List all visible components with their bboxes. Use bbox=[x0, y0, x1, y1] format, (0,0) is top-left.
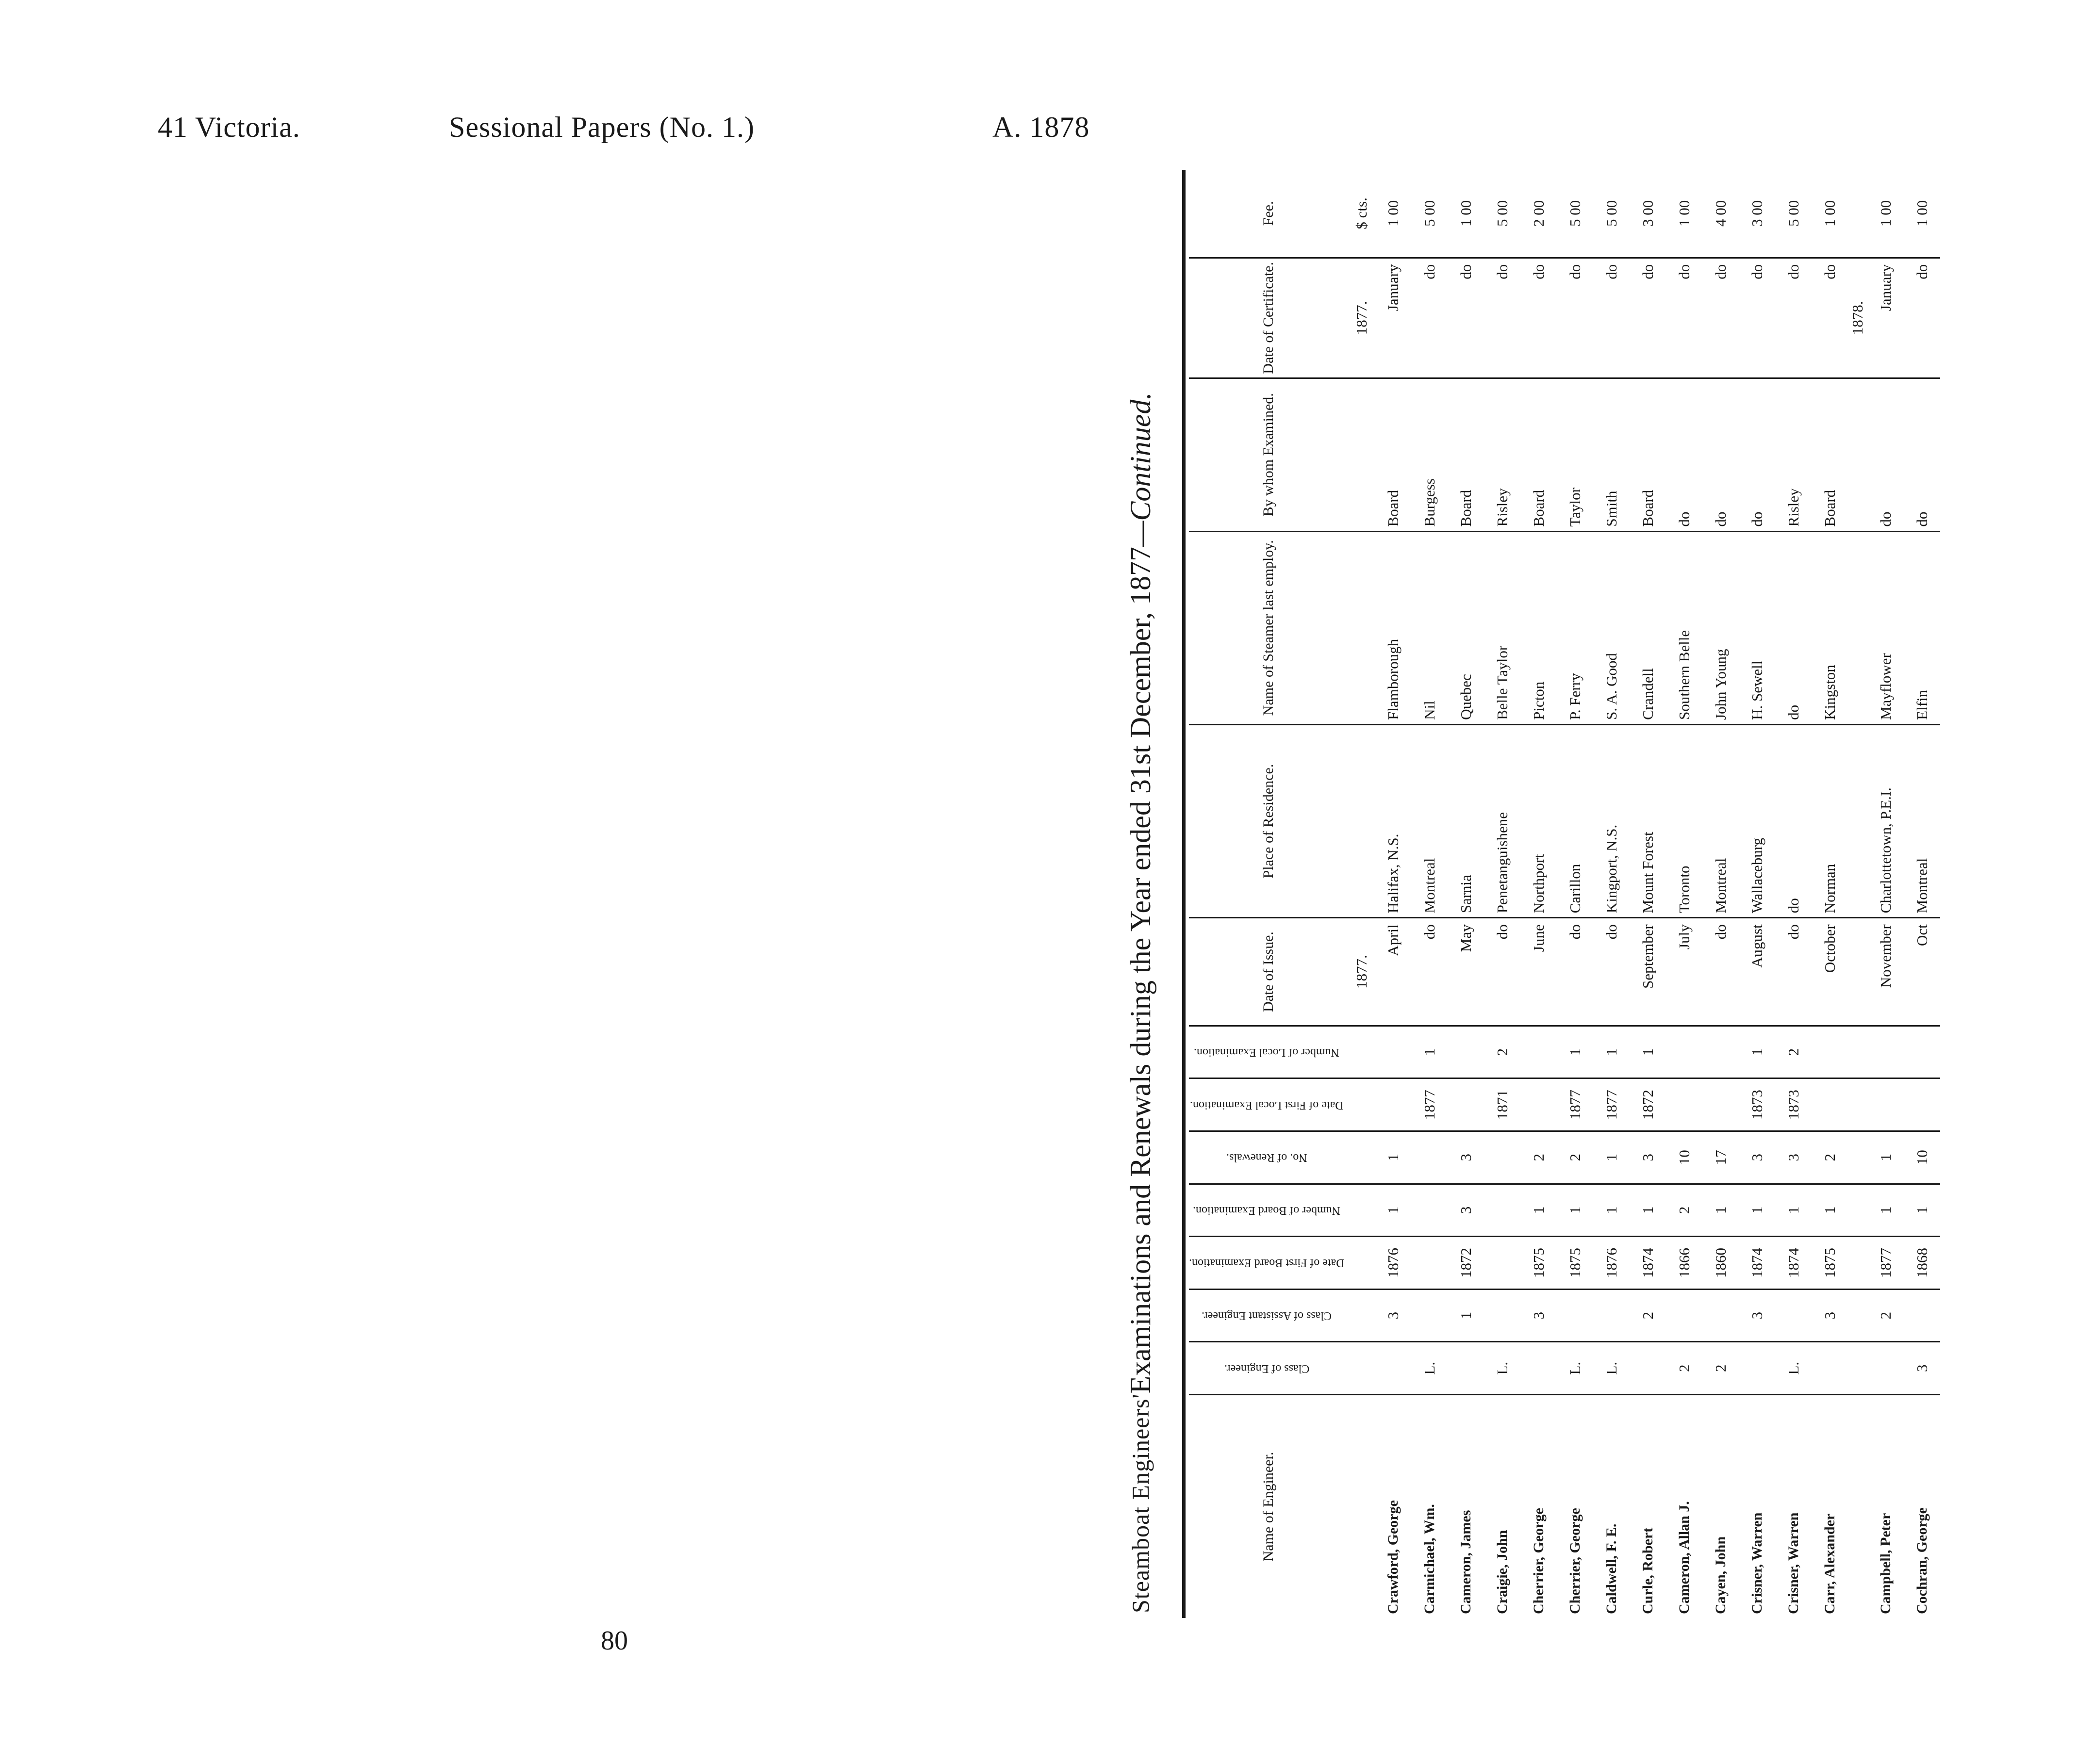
cell-asst: 2 bbox=[1630, 1289, 1666, 1342]
table-row bbox=[1867, 170, 1904, 1618]
cell-asst bbox=[1557, 1289, 1593, 1342]
col-cert-date: Date of Certificate. bbox=[1189, 258, 1348, 378]
col-residence: Place of Residence. bbox=[1189, 724, 1348, 917]
col-examiner: By whom Examined. bbox=[1189, 378, 1348, 532]
cell-steamer: Southern Belle bbox=[1666, 531, 1702, 724]
cell-issue: Oct bbox=[1904, 918, 1940, 1026]
table-row bbox=[1739, 170, 1775, 1618]
cell-ren: 2 bbox=[1812, 1131, 1848, 1184]
cell-fb: 1874 bbox=[1739, 1237, 1775, 1290]
cell-cls: L. bbox=[1593, 1342, 1630, 1395]
cell-place: Sarnia bbox=[1448, 724, 1484, 917]
cell-steamer: S. A. Good bbox=[1593, 531, 1630, 724]
header-session: 41 Victoria. bbox=[158, 111, 300, 143]
col-first-local: Date of First Local Examination. bbox=[1189, 1078, 1348, 1131]
cell-nl bbox=[1666, 1026, 1702, 1078]
cell-by: Risley bbox=[1775, 378, 1812, 532]
cell-cls: L. bbox=[1484, 1342, 1520, 1395]
cell-cert: January bbox=[1375, 258, 1411, 378]
cell-fl bbox=[1702, 1078, 1739, 1131]
cell-steamer: H. Sewell bbox=[1739, 531, 1775, 724]
cell-steamer: P. Ferry bbox=[1557, 531, 1593, 724]
cell-cls: L. bbox=[1557, 1342, 1593, 1395]
cell-issue: do bbox=[1593, 918, 1630, 1026]
cell-ren bbox=[1484, 1131, 1520, 1184]
cell-cls bbox=[1739, 1342, 1775, 1395]
cell-fl bbox=[1375, 1078, 1411, 1131]
cell-steamer: Quebec bbox=[1448, 531, 1484, 724]
cell-steamer: John Young bbox=[1702, 531, 1739, 724]
cell-place: Montreal bbox=[1411, 724, 1448, 917]
cell-name: Cochran, George bbox=[1913, 1507, 1930, 1614]
cell-place: Carillon bbox=[1557, 724, 1593, 917]
cell-nb: 1 bbox=[1375, 1184, 1411, 1237]
table-row bbox=[1666, 170, 1702, 1618]
cell-asst: 3 bbox=[1520, 1289, 1557, 1342]
cell-fee: 3 00 bbox=[1630, 170, 1666, 258]
cell-place: do bbox=[1775, 724, 1812, 917]
cell-fb: 1877 bbox=[1867, 1237, 1904, 1290]
cell-ren: 17 bbox=[1702, 1131, 1739, 1184]
cell-by: Risley bbox=[1484, 378, 1520, 532]
table-row bbox=[1411, 170, 1448, 1618]
cell-place: Mount Forest bbox=[1630, 724, 1666, 917]
cell-nb: 1 bbox=[1867, 1184, 1904, 1237]
cell-name: Craigie, John bbox=[1494, 1530, 1510, 1614]
cell-nb: 1 bbox=[1904, 1184, 1940, 1237]
cell-issue: April bbox=[1375, 918, 1411, 1026]
cell-fee: 1 00 bbox=[1666, 170, 1702, 258]
cell-place: Kingport, N.S. bbox=[1593, 724, 1630, 917]
cell-asst bbox=[1411, 1289, 1448, 1342]
cell-asst: 3 bbox=[1739, 1289, 1775, 1342]
cell-cls: 3 bbox=[1904, 1342, 1940, 1395]
cell-fb: 1875 bbox=[1520, 1237, 1557, 1290]
cell-by: do bbox=[1867, 378, 1904, 532]
col-renewals: No. of Renewals. bbox=[1189, 1131, 1348, 1184]
cell-by: Burgess bbox=[1411, 378, 1448, 532]
cell-fl bbox=[1867, 1078, 1904, 1131]
cell-asst bbox=[1484, 1289, 1520, 1342]
cell-cert: do bbox=[1630, 258, 1666, 378]
cell-fl: 1877 bbox=[1593, 1078, 1630, 1131]
cert-year: 1877. bbox=[1348, 258, 1375, 378]
table-row bbox=[1520, 170, 1557, 1618]
cell-steamer: Elfin bbox=[1904, 531, 1940, 724]
cell-fb: 1868 bbox=[1904, 1237, 1940, 1290]
cell-issue: November bbox=[1867, 918, 1904, 1026]
cell-by: do bbox=[1739, 378, 1775, 532]
year-1878-row bbox=[1848, 170, 1867, 1618]
cell-fb: 1874 bbox=[1630, 1237, 1666, 1290]
header-row bbox=[1189, 170, 1348, 1618]
table-row bbox=[1593, 170, 1630, 1618]
cell-asst bbox=[1593, 1289, 1630, 1342]
cell-name: Curle, Robert bbox=[1639, 1527, 1656, 1614]
cell-nl bbox=[1812, 1026, 1848, 1078]
cell-asst bbox=[1702, 1289, 1739, 1342]
cell-fb: 1875 bbox=[1812, 1237, 1848, 1290]
cell-fee: 4 00 bbox=[1702, 170, 1739, 258]
cell-ren bbox=[1411, 1131, 1448, 1184]
cell-cert: do bbox=[1775, 258, 1812, 378]
cell-place: Montreal bbox=[1702, 724, 1739, 917]
cell-steamer: Nil bbox=[1411, 531, 1448, 724]
cell-name: Cayen, John bbox=[1712, 1536, 1729, 1614]
table-body bbox=[1348, 170, 1940, 1618]
cell-cls bbox=[1520, 1342, 1557, 1395]
cell-nb: 1 bbox=[1775, 1184, 1812, 1237]
cell-issue: June bbox=[1520, 918, 1557, 1026]
cell-fee: 1 00 bbox=[1904, 170, 1940, 258]
cell-fee: 2 00 bbox=[1520, 170, 1557, 258]
title-smallcaps: Steamboat Engineers' bbox=[1127, 1393, 1154, 1613]
cell-cert: do bbox=[1448, 258, 1484, 378]
cell-nl bbox=[1867, 1026, 1904, 1078]
cell-name: Crisner, Warren bbox=[1748, 1512, 1765, 1614]
cell-fl: 1873 bbox=[1739, 1078, 1775, 1131]
col-num-local: Number of Local Examination. bbox=[1189, 1026, 1348, 1078]
cell-fb: 1860 bbox=[1702, 1237, 1739, 1290]
cell-asst bbox=[1775, 1289, 1812, 1342]
cell-issue: do bbox=[1702, 918, 1739, 1026]
cell-nl: 1 bbox=[1630, 1026, 1666, 1078]
cell-fb bbox=[1411, 1237, 1448, 1290]
cell-cls: 2 bbox=[1702, 1342, 1739, 1395]
cell-ren: 3 bbox=[1448, 1131, 1484, 1184]
cell-nl: 1 bbox=[1411, 1026, 1448, 1078]
table-row bbox=[1375, 170, 1411, 1618]
cell-fl bbox=[1448, 1078, 1484, 1131]
table-row bbox=[1812, 170, 1848, 1618]
cell-by: Board bbox=[1520, 378, 1557, 532]
cell-fee: 1 00 bbox=[1448, 170, 1484, 258]
year-row bbox=[1348, 170, 1375, 1618]
cell-ren: 1 bbox=[1867, 1131, 1904, 1184]
page-number: 80 bbox=[601, 1626, 628, 1656]
cell-nb: 1 bbox=[1702, 1184, 1739, 1237]
table-row bbox=[1448, 170, 1484, 1618]
cell-nl: 1 bbox=[1593, 1026, 1630, 1078]
cell-fb bbox=[1484, 1237, 1520, 1290]
cell-name: Carr, Alexander bbox=[1821, 1513, 1838, 1614]
cell-place: Charlottetown, P.E.I. bbox=[1867, 724, 1904, 917]
cell-by: Board bbox=[1630, 378, 1666, 532]
cell-place: Northport bbox=[1520, 724, 1557, 917]
cell-cls bbox=[1867, 1342, 1904, 1395]
cell-cert: do bbox=[1593, 258, 1630, 378]
cell-fee: 1 00 bbox=[1375, 170, 1411, 258]
cert-year-1878: 1878. bbox=[1848, 258, 1867, 378]
cell-by: Board bbox=[1448, 378, 1484, 532]
cell-nl bbox=[1520, 1026, 1557, 1078]
cell-cls bbox=[1448, 1342, 1484, 1395]
cell-name: Cherrier, George bbox=[1566, 1508, 1583, 1614]
cell-fee: 5 00 bbox=[1557, 170, 1593, 258]
cell-by: do bbox=[1904, 378, 1940, 532]
cell-nb: 1 bbox=[1593, 1184, 1630, 1237]
cell-fb: 1872 bbox=[1448, 1237, 1484, 1290]
col-first-board: Date of First Board Examination. bbox=[1189, 1237, 1348, 1290]
cell-issue: do bbox=[1484, 918, 1520, 1026]
cell-cert: do bbox=[1520, 258, 1557, 378]
cell-nl: 2 bbox=[1484, 1026, 1520, 1078]
cell-steamer: Mayflower bbox=[1867, 531, 1904, 724]
cell-issue: July bbox=[1666, 918, 1702, 1026]
cell-nl bbox=[1904, 1026, 1940, 1078]
cell-fee: 5 00 bbox=[1593, 170, 1630, 258]
col-fee: Fee. bbox=[1189, 170, 1348, 258]
cell-fl bbox=[1812, 1078, 1848, 1131]
cell-nb: 1 bbox=[1739, 1184, 1775, 1237]
cell-ren: 3 bbox=[1739, 1131, 1775, 1184]
cell-fl bbox=[1520, 1078, 1557, 1131]
cell-issue: do bbox=[1775, 918, 1812, 1026]
col-steamer: Name of Steamer last employ. bbox=[1189, 531, 1348, 724]
cell-nl: 1 bbox=[1557, 1026, 1593, 1078]
cell-nl bbox=[1702, 1026, 1739, 1078]
cell-fl bbox=[1904, 1078, 1940, 1131]
cell-fee: 3 00 bbox=[1739, 170, 1775, 258]
cell-name: Cameron, Allan J. bbox=[1676, 1501, 1692, 1614]
cell-by: Board bbox=[1375, 378, 1411, 532]
cell-cls bbox=[1812, 1342, 1848, 1395]
cell-cls: L. bbox=[1411, 1342, 1448, 1395]
cell-nb bbox=[1484, 1184, 1520, 1237]
cell-cert: do bbox=[1411, 258, 1448, 378]
cell-name: Cameron, James bbox=[1457, 1510, 1474, 1614]
cell-cert: do bbox=[1812, 258, 1848, 378]
cell-cert: January bbox=[1867, 258, 1904, 378]
cell-cert: do bbox=[1702, 258, 1739, 378]
cell-fb: 1876 bbox=[1593, 1237, 1630, 1290]
cell-place: Wallaceburg bbox=[1739, 724, 1775, 917]
fee-unit: $ cts. bbox=[1348, 170, 1375, 258]
table-row bbox=[1557, 170, 1593, 1618]
cell-place: Halifax, N.S. bbox=[1375, 724, 1411, 917]
header-sessional-papers: Sessional Papers (No. 1.) bbox=[449, 111, 755, 143]
cell-ren: 2 bbox=[1557, 1131, 1593, 1184]
cell-steamer: do bbox=[1775, 531, 1812, 724]
cell-ren: 2 bbox=[1520, 1131, 1557, 1184]
cell-nl: 1 bbox=[1739, 1026, 1775, 1078]
issue-year: 1877. bbox=[1348, 918, 1375, 1026]
cell-fl: 1877 bbox=[1411, 1078, 1448, 1131]
cell-nb bbox=[1411, 1184, 1448, 1237]
cell-nl bbox=[1448, 1026, 1484, 1078]
cell-nb: 2 bbox=[1666, 1184, 1702, 1237]
cell-asst: 3 bbox=[1375, 1289, 1411, 1342]
cell-steamer: Picton bbox=[1520, 531, 1557, 724]
title-continued: —Continued. bbox=[1124, 392, 1156, 547]
table-title bbox=[1111, 170, 1170, 1618]
table-row bbox=[1775, 170, 1812, 1618]
cell-issue: do bbox=[1411, 918, 1448, 1026]
cell-cert: do bbox=[1484, 258, 1520, 378]
cell-cls bbox=[1375, 1342, 1411, 1395]
engineers-table bbox=[1189, 170, 1940, 1618]
cell-asst bbox=[1904, 1289, 1940, 1342]
cell-cls bbox=[1630, 1342, 1666, 1395]
cell-nb: 1 bbox=[1557, 1184, 1593, 1237]
cell-fl: 1873 bbox=[1775, 1078, 1812, 1131]
cell-fee: 5 00 bbox=[1411, 170, 1448, 258]
cell-issue: September bbox=[1630, 918, 1666, 1026]
table-row bbox=[1904, 170, 1940, 1618]
cell-steamer: Kingston bbox=[1812, 531, 1848, 724]
table-row bbox=[1630, 170, 1666, 1618]
cell-asst bbox=[1666, 1289, 1702, 1342]
cell-fee: 1 00 bbox=[1812, 170, 1848, 258]
cell-cls: L. bbox=[1775, 1342, 1812, 1395]
cell-name: Crisner, Warren bbox=[1785, 1512, 1801, 1614]
cell-name: Campbell, Peter bbox=[1877, 1513, 1894, 1614]
cell-asst: 3 bbox=[1812, 1289, 1848, 1342]
cell-fb: 1874 bbox=[1775, 1237, 1812, 1290]
cell-steamer: Crandell bbox=[1630, 531, 1666, 724]
cell-fb: 1875 bbox=[1557, 1237, 1593, 1290]
cell-cert: do bbox=[1739, 258, 1775, 378]
col-issue: Date of Issue. bbox=[1189, 918, 1348, 1026]
cell-by: do bbox=[1666, 378, 1702, 532]
cell-nl: 2 bbox=[1775, 1026, 1812, 1078]
cell-asst: 1 bbox=[1448, 1289, 1484, 1342]
cell-issue: do bbox=[1557, 918, 1593, 1026]
cell-place: Norman bbox=[1812, 724, 1848, 917]
cell-ren: 1 bbox=[1375, 1131, 1411, 1184]
cell-place: Penetanguishene bbox=[1484, 724, 1520, 917]
table-row bbox=[1702, 170, 1739, 1618]
cell-nl bbox=[1375, 1026, 1411, 1078]
cell-steamer: Belle Taylor bbox=[1484, 531, 1520, 724]
cell-cert: do bbox=[1904, 258, 1940, 378]
cell-asst: 2 bbox=[1867, 1289, 1904, 1342]
cell-nb: 1 bbox=[1812, 1184, 1848, 1237]
cell-fb: 1866 bbox=[1666, 1237, 1702, 1290]
cell-fl: 1872 bbox=[1630, 1078, 1666, 1131]
cell-nb: 3 bbox=[1448, 1184, 1484, 1237]
cell-fee: 1 00 bbox=[1867, 170, 1904, 258]
cell-by: Taylor bbox=[1557, 378, 1593, 532]
cell-name: Crawford, George bbox=[1385, 1500, 1401, 1614]
cell-fl: 1871 bbox=[1484, 1078, 1520, 1131]
cell-nb: 1 bbox=[1630, 1184, 1666, 1237]
cell-ren: 3 bbox=[1775, 1131, 1812, 1184]
cell-place: Montreal bbox=[1904, 724, 1940, 917]
cell-ren: 10 bbox=[1904, 1131, 1940, 1184]
cell-issue: August bbox=[1739, 918, 1775, 1026]
cell-place: Toronto bbox=[1666, 724, 1702, 917]
cell-issue: May bbox=[1448, 918, 1484, 1026]
header-year: A. 1878 bbox=[992, 111, 1090, 143]
cell-name: Carmichael, Wm. bbox=[1421, 1504, 1437, 1614]
cell-fb: 1876 bbox=[1375, 1237, 1411, 1290]
col-class: Class of Engineer. bbox=[1189, 1342, 1348, 1395]
cell-name: Caldwell, F. E. bbox=[1603, 1523, 1619, 1614]
cell-steamer: Flamborough bbox=[1375, 531, 1411, 724]
cell-cls: 2 bbox=[1666, 1342, 1702, 1395]
cell-cert: do bbox=[1666, 258, 1702, 378]
cell-ren: 10 bbox=[1666, 1131, 1702, 1184]
cell-fl bbox=[1666, 1078, 1702, 1131]
cell-by: Smith bbox=[1593, 378, 1630, 532]
cell-issue: October bbox=[1812, 918, 1848, 1026]
col-name: Name of Engineer. bbox=[1260, 1452, 1277, 1562]
title-text: Examinations and Renewals during the Year ended 31st December, 1877 bbox=[1124, 546, 1156, 1394]
col-asst-class: Class of Assistant Engineer. bbox=[1189, 1289, 1348, 1342]
cell-cert: do bbox=[1557, 258, 1593, 378]
table-row bbox=[1484, 170, 1520, 1618]
cell-ren: 3 bbox=[1630, 1131, 1666, 1184]
rotated-table-container bbox=[1111, 170, 2077, 1618]
cell-fee: 5 00 bbox=[1775, 170, 1812, 258]
cell-by: do bbox=[1702, 378, 1739, 532]
col-num-board: Number of Board Examination. bbox=[1189, 1184, 1348, 1237]
cell-fee: 5 00 bbox=[1484, 170, 1520, 258]
cell-nb: 1 bbox=[1520, 1184, 1557, 1237]
cell-fl: 1877 bbox=[1557, 1078, 1593, 1131]
top-rule bbox=[1182, 170, 1186, 1618]
cell-ren: 1 bbox=[1593, 1131, 1630, 1184]
cell-name: Cherrier, George bbox=[1530, 1508, 1547, 1614]
cell-by: Board bbox=[1812, 378, 1848, 532]
